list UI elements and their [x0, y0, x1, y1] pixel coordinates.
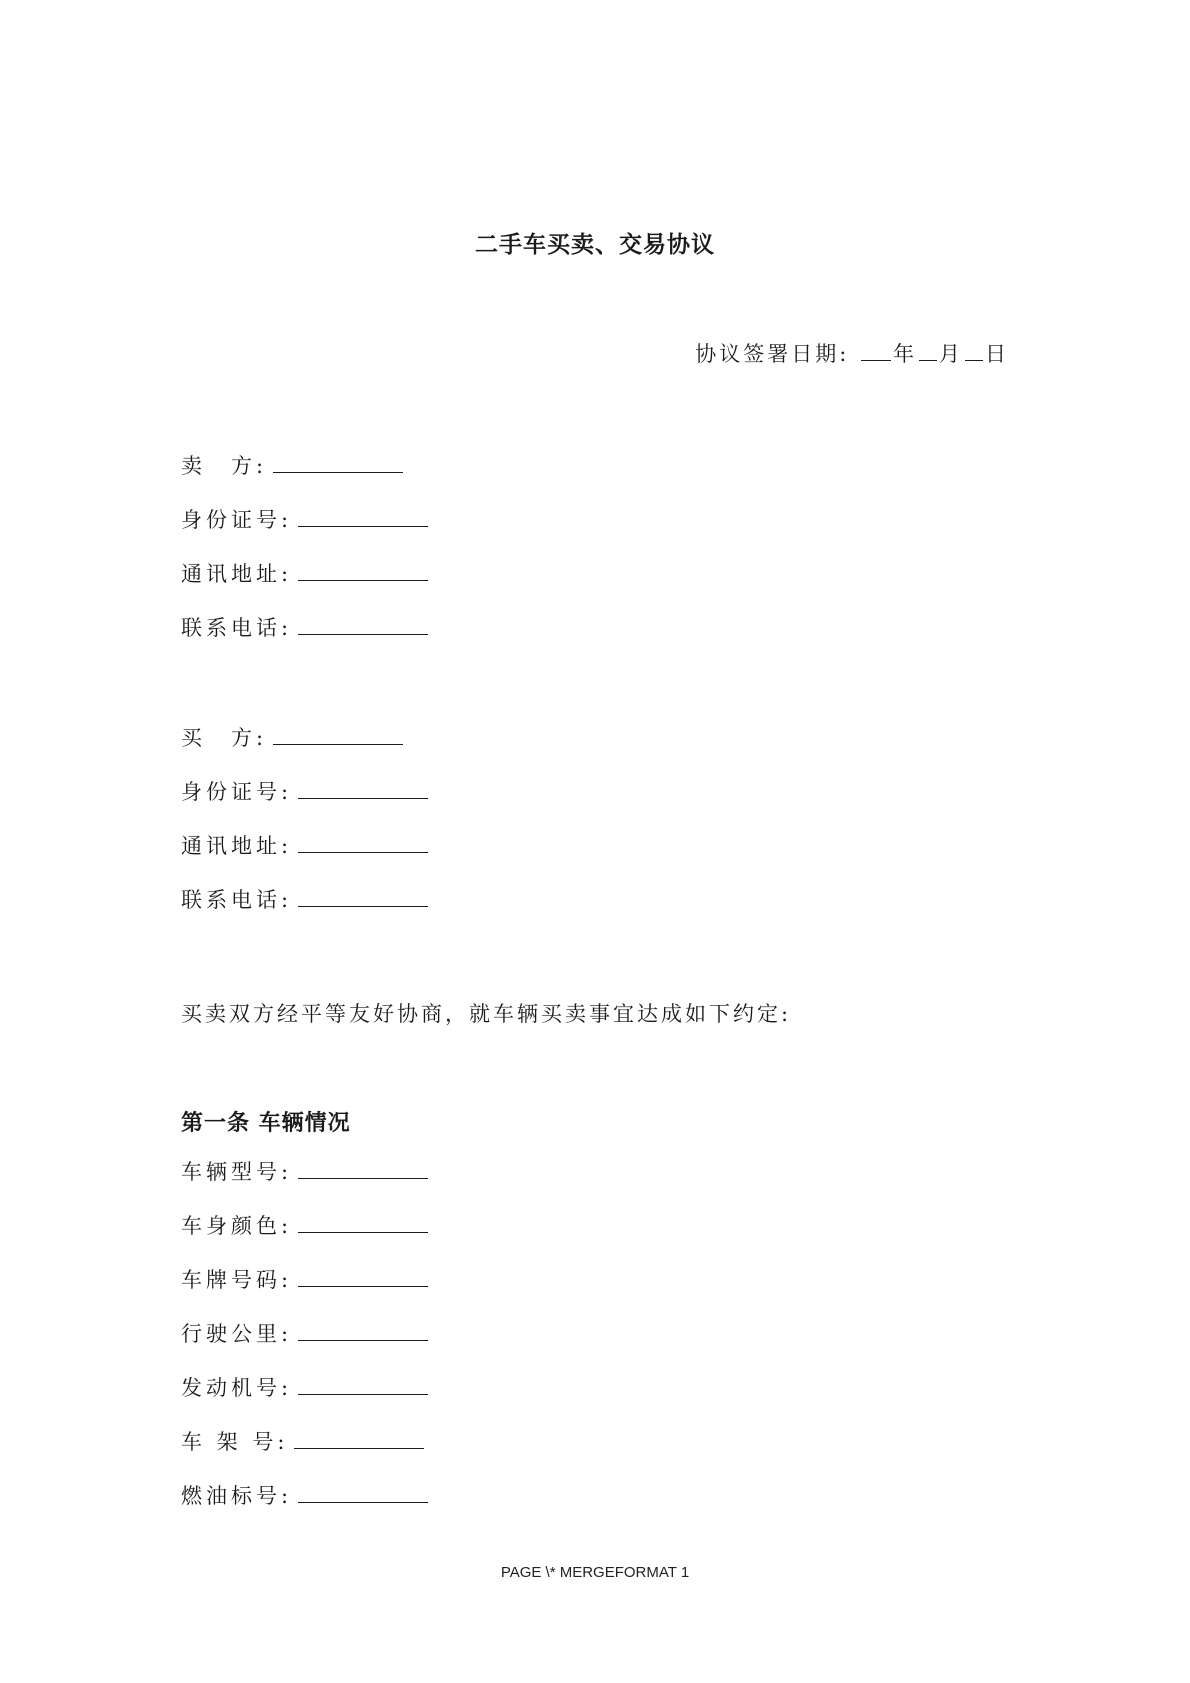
buyer-address-blank	[298, 832, 428, 853]
signing-date-label: 协议签署日期:	[695, 342, 850, 366]
buyer-address-label: 通讯地址:	[181, 834, 293, 858]
section-heading: 第一条 车辆情况	[181, 1110, 351, 1136]
seller-phone-blank	[298, 614, 428, 635]
vehicle-field-blank	[298, 1266, 428, 1287]
vehicle-field-label: 燃油标号:	[181, 1484, 293, 1508]
seller-name-field	[181, 452, 403, 480]
buyer-phone-blank	[298, 886, 428, 907]
fuel-grade-field	[181, 1482, 428, 1510]
seller-phone-label: 联系电话:	[181, 616, 293, 640]
page-footer: PAGE \* MERGEFORMAT 1	[500, 1564, 690, 1581]
buyer-id-blank	[298, 778, 428, 799]
seller-address-blank	[298, 560, 428, 581]
vehicle-color-field	[181, 1212, 428, 1240]
buyer-address-field	[181, 832, 428, 860]
month-label: 月	[939, 342, 963, 366]
vehicle-field-label: 车牌号码:	[181, 1268, 293, 1292]
vehicle-field-label: 车 架 号:	[181, 1430, 289, 1454]
frame-number-field	[181, 1428, 424, 1456]
seller-phone-field	[181, 614, 428, 642]
seller-address-label: 通讯地址:	[181, 562, 293, 586]
buyer-phone-field	[181, 886, 428, 914]
month-blank	[919, 343, 937, 361]
vehicle-field-blank	[298, 1158, 428, 1179]
year-label: 年	[893, 342, 917, 366]
seller-id-blank	[298, 506, 428, 527]
vehicle-field-blank	[298, 1482, 428, 1503]
seller-id-label: 身份证号:	[181, 508, 293, 532]
buyer-name-blank	[273, 724, 403, 745]
vehicle-field-label: 车辆型号:	[181, 1160, 293, 1184]
buyer-id-label: 身份证号:	[181, 780, 293, 804]
day-label: 日	[985, 342, 1009, 366]
intro-paragraph: 买卖双方经平等友好协商，就车辆买卖事宜达成如下约定:	[181, 1002, 792, 1026]
vehicle-field-blank	[298, 1374, 428, 1395]
day-blank	[965, 343, 983, 361]
plate-number-field	[181, 1266, 428, 1294]
vehicle-model-field	[181, 1158, 428, 1186]
vehicle-field-blank	[298, 1320, 428, 1341]
seller-address-field	[181, 560, 428, 588]
buyer-name-field	[181, 724, 403, 752]
buyer-id-field	[181, 778, 428, 806]
seller-name-blank	[273, 452, 403, 473]
seller-label: 卖 方:	[181, 454, 268, 478]
vehicle-field-label: 车身颜色:	[181, 1214, 293, 1238]
vehicle-field-label: 行驶公里:	[181, 1322, 293, 1346]
vehicle-field-blank	[294, 1428, 424, 1449]
year-blank	[861, 343, 891, 361]
engine-number-field	[181, 1374, 428, 1402]
buyer-phone-label: 联系电话:	[181, 888, 293, 912]
seller-id-field	[181, 506, 428, 534]
vehicle-field-label: 发动机号:	[181, 1376, 293, 1400]
vehicle-field-blank	[298, 1212, 428, 1233]
document-title: 二手车买卖、交易协议	[475, 231, 715, 258]
mileage-field	[181, 1320, 428, 1348]
buyer-label: 买 方:	[181, 726, 268, 750]
signing-date-line	[695, 338, 1009, 368]
